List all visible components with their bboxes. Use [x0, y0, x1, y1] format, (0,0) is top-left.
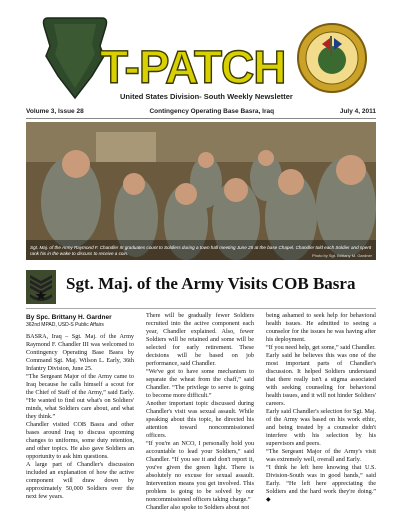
paragraph: “We've got to have some mechanism to separate the wheat from the chaff,” said Chandler. “The privilege to serve is going to become more difficult.” — [146, 368, 254, 399]
paragraph: being ashamed to seek help for behavioral health issues. He admitted to seeing a counselor for the issues he was having after his deployment. — [266, 312, 376, 343]
paragraph: “The Sergeant Major of the Army's visit was extremely well, overall and Early. — [266, 448, 376, 463]
paragraph: Early said he believes this was one of the most important parts of Chandler's discussion. It helped Soldiers understand that there really isn't a stigma associated with seeking counseling for behavioral health issues, and it will not hinder Soldiers' careers. — [266, 352, 376, 407]
lead-photo — [26, 122, 376, 260]
paragraph: A large part of Chandler's discussion included an explanation of how the active component will draw down by approximately 50,000 Soldiers over the next few years. — [26, 461, 134, 500]
paragraph: There will be gradually fewer Soldiers recruited into the active component each year, Chandler explained. Also, fewer Soldiers will be retained and some will be selected for early retirement. These decisions will be based on job performance, said Chandler. — [146, 312, 254, 367]
paragraph: BASRA, Iraq – Sgt. Maj. of the Army Raymond F. Chandler III was welcomed to Contingency Operating Base Basra by Command Sgt. Maj. Wilson L. Early, 36th Infantry Division, June 25. — [26, 333, 134, 372]
paragraph: Another important topic discussed during Chandler's visit was sexual assault. While speaking about this topic, he directed his attention toward noncommissioned officers. — [146, 400, 254, 439]
division-seal-icon — [296, 22, 368, 94]
soldiers-photo — [26, 122, 376, 260]
paragraph: “If you need help, get some,” said Chandler. — [266, 344, 376, 351]
paragraph: Early said Chandler's selection for Sgt. Maj. of the Army was based on his work ethic, and being treated by a counselor didn't interfere with his selection by his supervisors and peers. — [266, 408, 376, 447]
article-headline: Sgt. Maj. of the Army Visits COB Basra — [66, 274, 356, 293]
sergeant-major-rank-icon — [26, 270, 56, 304]
paragraph: “I think he left here knowing that U.S. Division-South was in good hands,” said Early. “He left here appreciating the Soldiers and the hard work they're doing.” ◆ — [266, 464, 376, 503]
article-column-1 — [26, 333, 134, 501]
masthead — [0, 0, 400, 104]
byline-author: By Spc. Brittany H. Gardner — [26, 314, 112, 321]
byline — [26, 314, 134, 328]
issue-number: Volume 3, Issue 28 — [26, 107, 84, 115]
paragraph: Chandler also spoke to Soldiers about not — [146, 504, 250, 511]
paragraph: “The Sergeant Major of the Army came to Iraq because he calls himself a scout for the Chief of Staff of the Army,” said Early. “He wanted to find out what's on Soldiers' minds, what Soldiers care about, and what they think.” — [26, 373, 134, 420]
issue-location: Contingency Operating Base Basra, Iraq — [149, 107, 275, 115]
article-column-3 — [266, 312, 376, 504]
newsletter-title: T-PATCH — [100, 41, 286, 93]
issue-date: July 4, 2011 — [339, 107, 376, 115]
paragraph: Chandler visited COB Basra and other bases around Iraq to discuss upcoming changes to uniforms, some duty retention, and other topics. He also gave Soldiers an opportunity to ask him questions. — [26, 421, 134, 460]
article-column-2 — [146, 312, 254, 512]
byline-unit: 362nd MPAD, USD-S Public Affairs — [26, 322, 104, 328]
photo-caption: Sgt. Maj. of the Army Raymond F. Chandler III graduates count to Soldiers during a town hall meeting June 25 at the base Chapel. Chandler told each Soldier and spent rank his in the wake to discuss to receive a coin. — [30, 245, 372, 256]
photo-credit: Photo by Sgt. Brittany M. Gardner — [311, 253, 372, 258]
issue-info-bar — [26, 104, 376, 119]
paragraph: “If you're an NCO, I personally hold you accountable to lead your Soldiers,” said Chandler. “If you see it and don't report it, you've given the green light. There is absolutely no excuse for sexual assault. Intervention means you get involved. This problem is going to be solved by our noncommissioned officers taking charge.” — [146, 440, 254, 503]
headline-row — [26, 268, 376, 309]
newsletter-subtitle: United States Division- South Weekly Newsletter — [120, 92, 293, 101]
